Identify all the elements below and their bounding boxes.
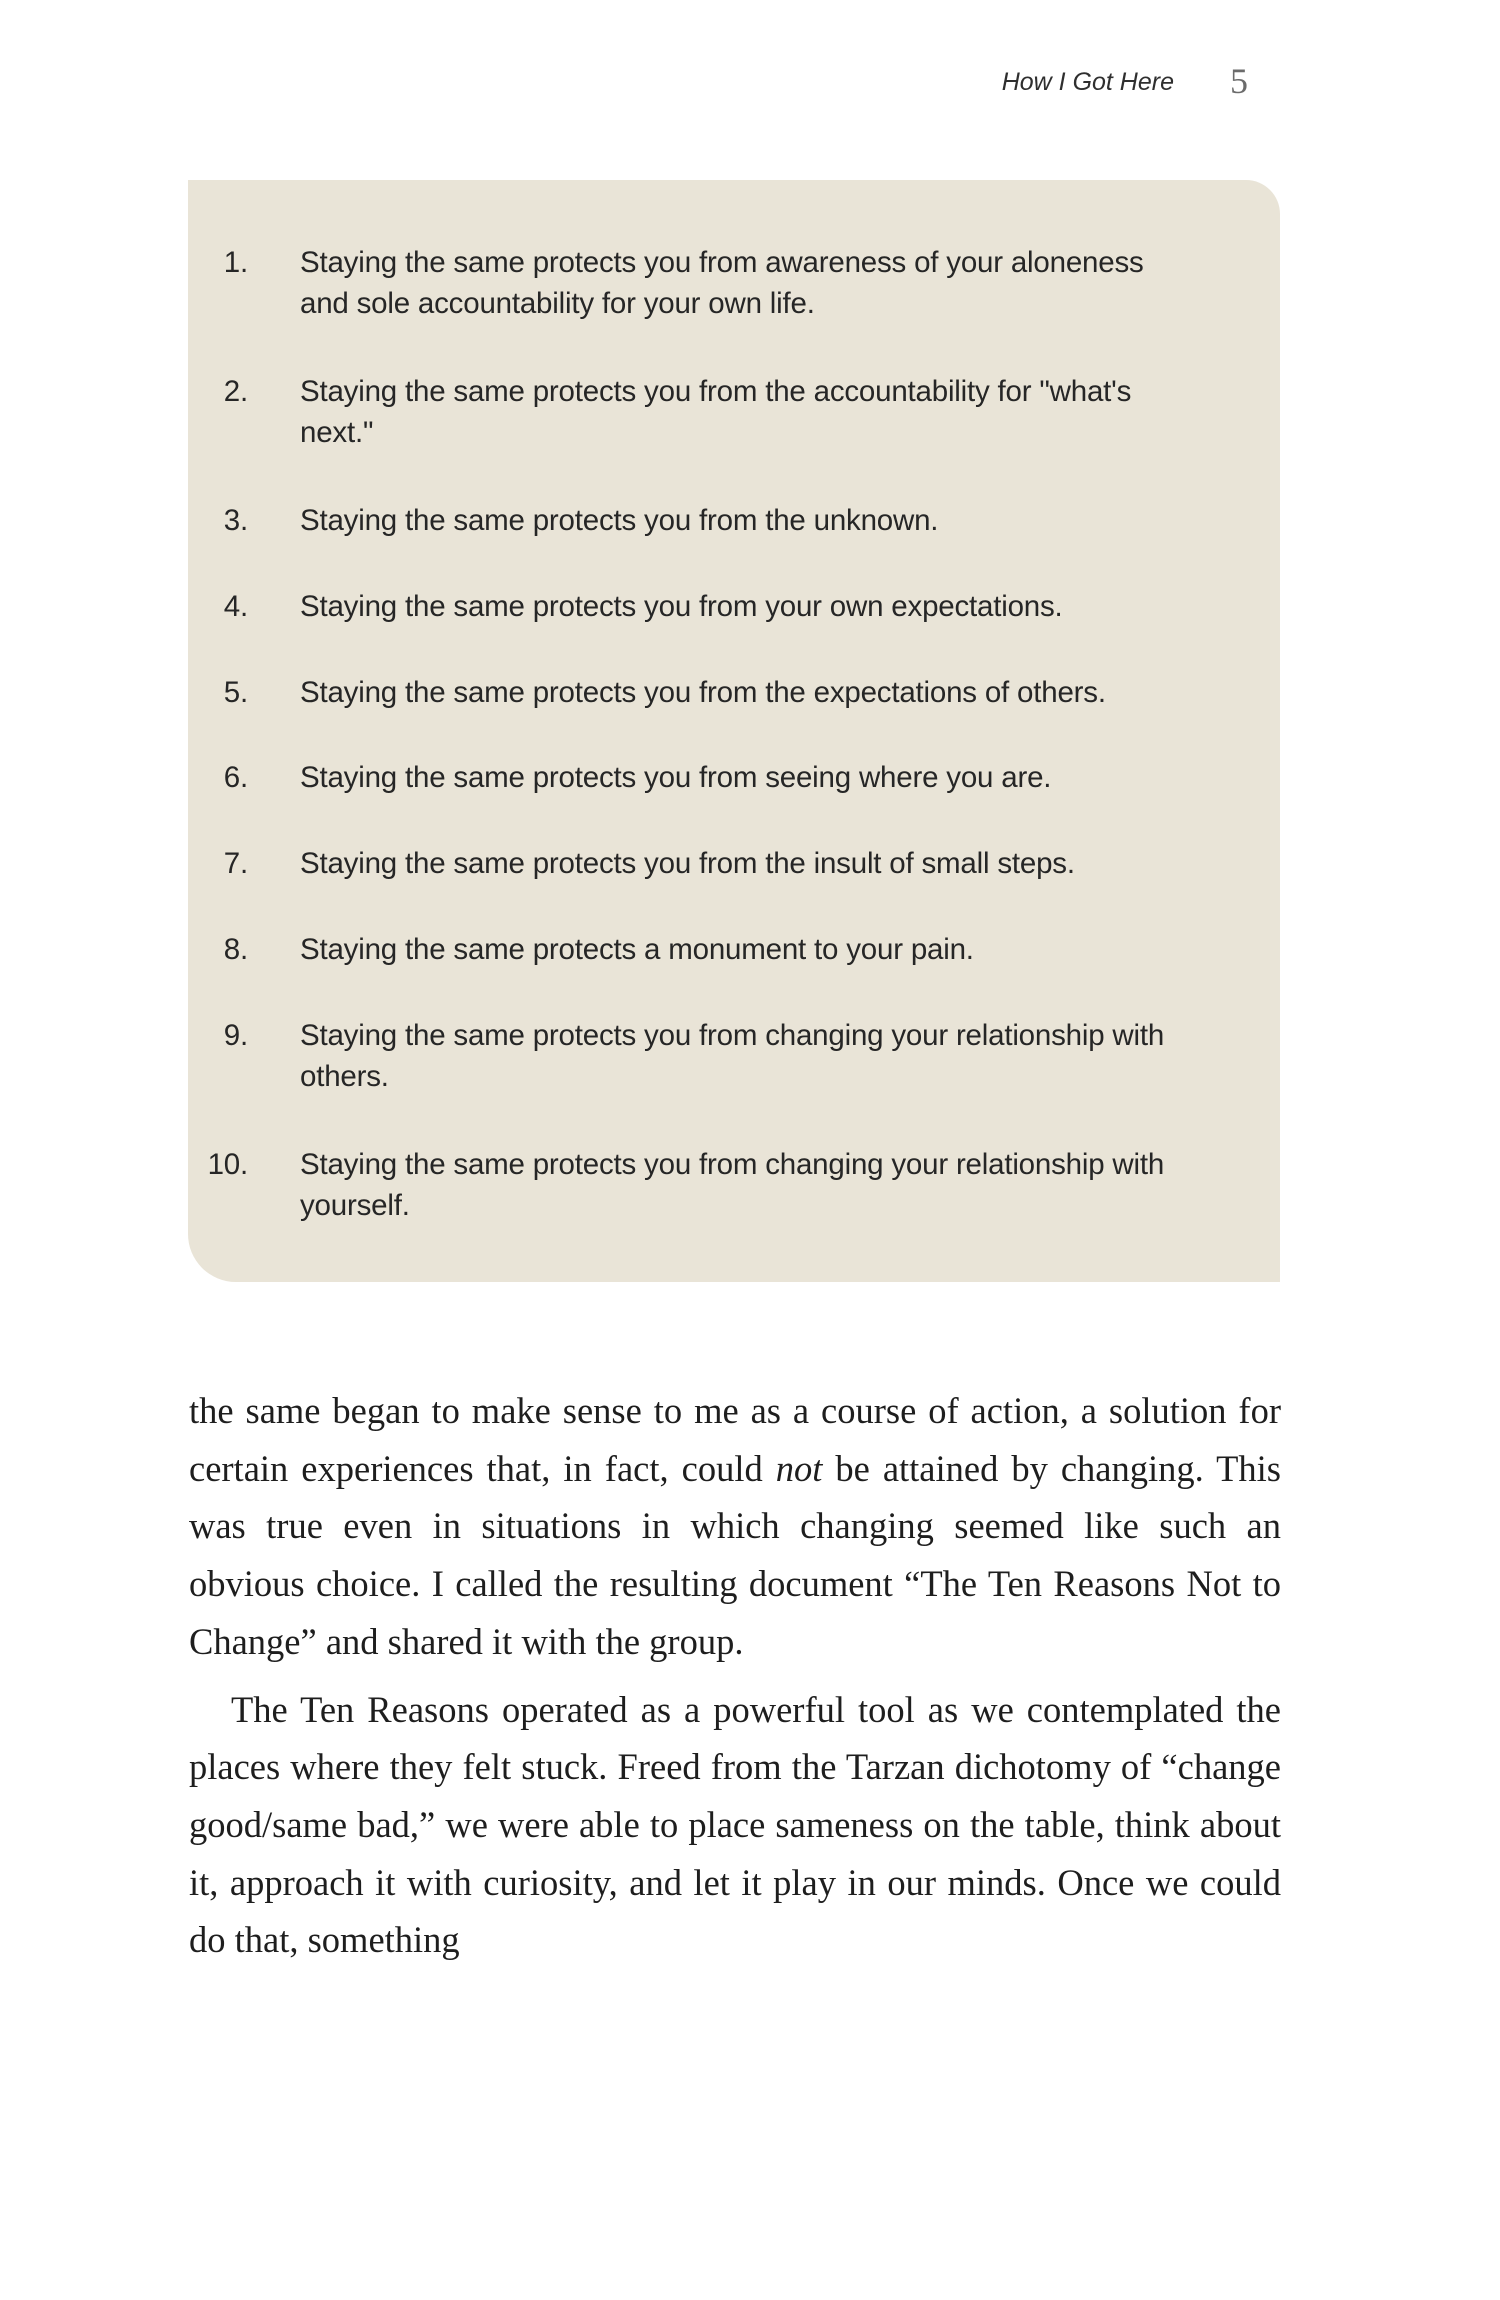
reason-text: Staying the same protects you from the unknown. xyxy=(300,504,939,537)
running-head: How I Got Here xyxy=(1001,68,1174,96)
reason-text: Staying the same protects you from changing your relationship with others. xyxy=(300,1019,1165,1093)
ten-reasons-sidebar xyxy=(188,180,1280,1282)
reason-text: Staying the same protects you from the insult of small steps. xyxy=(300,847,1075,880)
reason-number: 5. xyxy=(223,676,248,709)
body-text-run: the same began to make sense to me as a course of action, a solution for certain experiences that, in fact, could xyxy=(189,1390,1281,1489)
reason-number: 6. xyxy=(223,761,248,794)
page-number: 5 xyxy=(1230,61,1248,101)
reason-text: Staying the same protects you from the accountability for "what's next." xyxy=(300,375,1132,449)
reason-text: Staying the same protects you from changing your relationship with yourself. xyxy=(300,1148,1165,1222)
body-paragraph xyxy=(189,1382,1281,1671)
reason-text: Staying the same protects a monument to your pain. xyxy=(300,933,974,966)
reason-number: 7. xyxy=(223,847,248,880)
reason-number: 10. xyxy=(207,1148,248,1181)
reason-number: 1. xyxy=(223,246,248,279)
reason-number: 8. xyxy=(223,933,248,966)
reason-text: Staying the same protects you from the expectations of others. xyxy=(300,676,1106,709)
reason-text: Staying the same protects you from your own expectations. xyxy=(300,590,1063,623)
reason-text: Staying the same protects you from awareness of your aloneness and sole accountability for your own life. xyxy=(300,246,1144,320)
body-paragraph: The Ten Reasons operated as a powerful tool as we contemplated the places where they felt stuck. Freed from the Tarzan dichotomy of “change good/same bad,” we were able to place sameness on the table, think about it, approach it with curiosity, and let it play in our minds. Once we could do that, something xyxy=(189,1688,1281,1961)
reason-text: Staying the same protects you from seeing where you are. xyxy=(300,761,1052,794)
reason-number: 2. xyxy=(223,375,248,408)
reason-number: 4. xyxy=(223,590,248,623)
body-text xyxy=(189,1382,1281,1969)
reason-number: 3. xyxy=(223,504,248,537)
body-text-run: be attained by changing. This was true even in situations in which changing seemed like such an obvious choice. I called the resulting document “The Ten Reasons Not to Change” and shared it with the group. xyxy=(189,1447,1282,1662)
page-header xyxy=(0,61,1500,106)
reason-number: 9. xyxy=(223,1019,248,1052)
emphasis-word: not xyxy=(775,1447,823,1489)
